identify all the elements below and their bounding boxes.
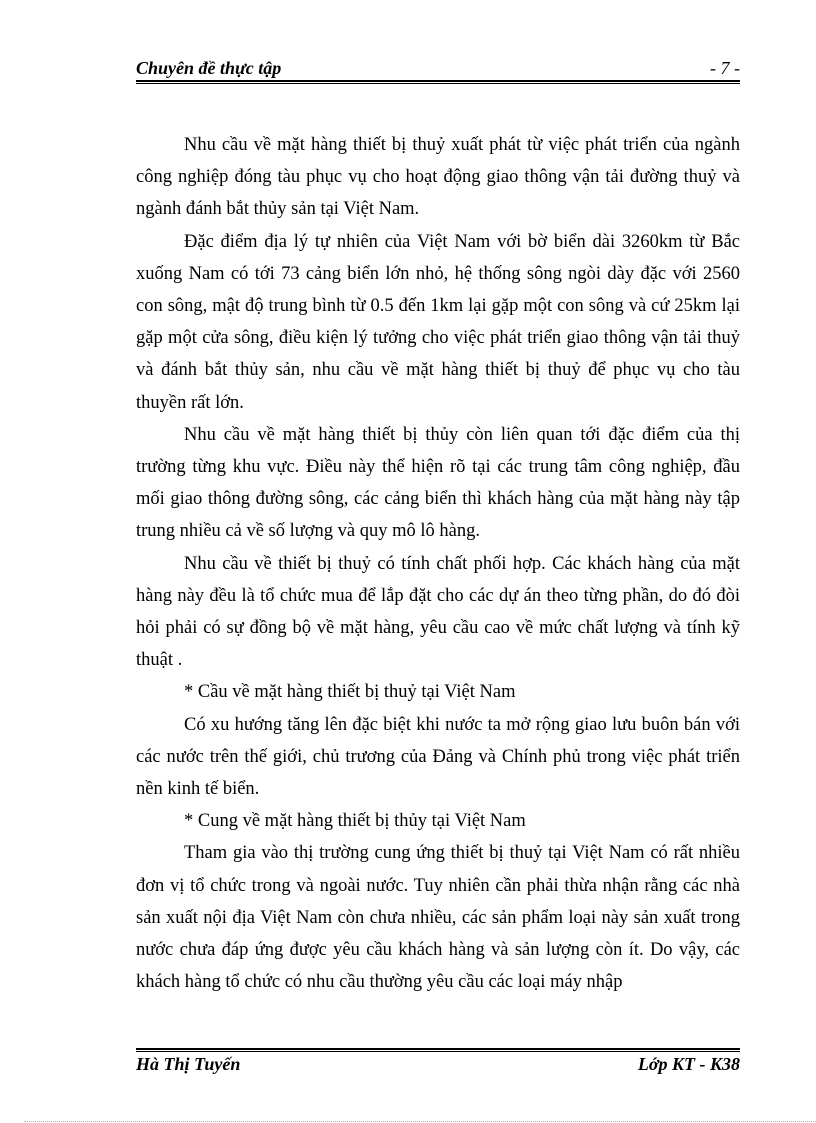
page-edge-divider: [24, 1121, 816, 1122]
paragraph: Nhu cầu về mặt hàng thiết bị thủy còn liên quan tới đặc điểm của thị trường từng khu vực. Điều này thể hiện rõ tại các trung tâm công nghiệp, đầu mối giao thông đường sông, các cảng biển thì khách hàng của mặt hàng này tập trung nhiều cả về số lượng và quy mô lô hàng.: [136, 424, 740, 542]
section-bullet-supply: * Cung về mặt hàng thiết bị thủy tại Việt Nam: [184, 811, 526, 832]
page-footer: [136, 1054, 740, 1080]
section-bullet-demand: * Cầu về mặt hàng thiết bị thuỷ tại Việt Nam: [184, 682, 516, 703]
paragraph: Tham gia vào thị trường cung ứng thiết bị thuỷ tại Việt Nam có rất nhiều đơn vị tổ chức trong và ngoài nước. Tuy nhiên cần phải thừa nhận rằng các nhà sản xuất nội địa Việt Nam còn chưa nhiều, các sản phẩm loại này sản xuất trong nước chưa đáp ứng được yêu cầu khách hàng và sản lượng còn ít. Do vậy, các khách hàng tổ chức có nhu cầu thường yêu cầu các loại máy nhập: [136, 843, 740, 993]
footer-author: Hà Thị Tuyến: [136, 1054, 241, 1074]
page-number: - 7 -: [710, 58, 740, 78]
paragraph: Nhu cầu về mặt hàng thiết bị thuỷ xuất phát từ việc phát triển của ngành công nghiệp đóng tàu phục vụ cho hoạt động giao thông vận tải đường thuỷ và ngành đánh bắt thủy sản tại Việt Nam.: [136, 135, 740, 220]
paragraph: Nhu cầu về thiết bị thuỷ có tính chất phối hợp. Các khách hàng của mặt hàng này đều là tổ chức mua để lắp đặt cho các dự án theo từng phần, do đó đòi hỏi phải có sự đồng bộ về mặt hàng, yêu cầu cao về mức chất lượng và tính kỹ thuật .: [136, 553, 740, 671]
page-header: [136, 56, 740, 82]
paragraph: Có xu hướng tăng lên đặc biệt khi nước ta mở rộng giao lưu buôn bán với các nước trên thế giới, chủ trương của Đảng và Chính phủ trong việc phát triển nền kinh tế biển.: [136, 714, 740, 800]
header-title: Chuyên đề thực tập: [136, 58, 282, 78]
paragraph: Đặc điểm địa lý tự nhiên của Việt Nam với bờ biển dài 3260km từ Bắc xuống Nam có tới 73 cảng biển lớn nhỏ, hệ thống sông ngòi dày đặc với 2560 con sông, mật độ trung bình từ 0.5 đến 1km lại gặp một con sông và cứ 25km lại gặp một cửa sông, điều kiện lý tưởng cho việc phát triển giao thông vận tải thuỷ và đánh bắt thủy sản, nhu cầu về mặt hàng thiết bị thuỷ để phục vụ cho tàu thuyền rất lớn.: [136, 231, 740, 413]
document-body: [136, 129, 740, 998]
footer-class: Lớp KT - K38: [637, 1054, 740, 1074]
footer-rule: [136, 1048, 740, 1052]
header-rule: [136, 80, 740, 84]
